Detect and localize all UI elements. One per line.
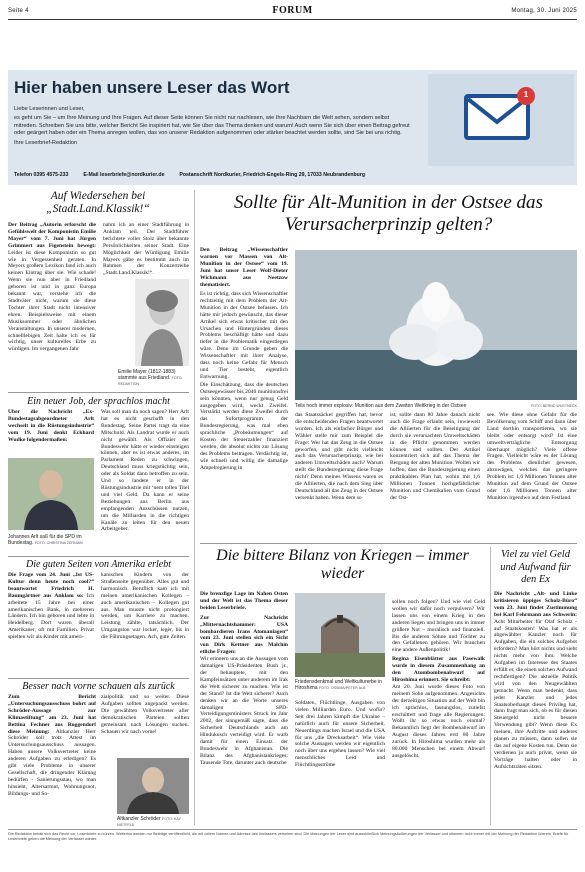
art2-body: Was soll man da noch sagen? Herr Arlt hat es nicht geschafft in den Bundestag. Seine Partei tragt da eine Mitschuld. Als Landrat wurde er auch nicht gewählt. Als Offizier der Bundeswehr hätte er wieder einsteigen können, aber es ist etwas anderes, im Parlament Reden zu schwingen, Deutschland muss kriegstüchtig sein, oder als Soldat dann betroffen zu sein. Und so landete er in der Rüstungsindustrie mit ‘nem tollen Titel und viel Geld. Da kann er seine Beziehungen aus Berlin aus empfangenden Ausschüssen nutzen, um die Milliarden in die richtigen Kanäle zu leiten für den neuen Arbeitgeber. [101,409,189,533]
art6-col2: Soldaten, Flüchtlinge, Ausgaben von vielen Milliarden Euro. Und wofür? Seit drei Jahren kämpft die Ukraine – natürlich auch für unsere Sicherheit. Neuerdings machen Israel und die USA für uns „die Drecksarbeit“. Wie viele solche Aussagen werden wir eigentlich noch über uns ergehen lassen? Wie viel menschliches Leid und Flüchtlingsströme [295,700,385,769]
art1-credit: FOTO: REDAKTION [118,376,183,386]
rule-1 [8,392,189,393]
portrait-emilie-mayer [135,279,189,366]
banner-text [14,106,410,147]
art7-body: Acht Mitarbeiter für Olaf Scholz - auf Staatskosten! Was hat er als abgewählter Kanzler noch für Aufgaben, die ein solches Aufgebot erfordern? Man hört nichts und sieht nichts mehr von ihm. Welche Aufgaben im Interesse des Staates erfüllt er, die einen solchen Aufwand rechtfertigen? Die aktuelle Politik wird von den Neugewählten gemacht. Wenn man bedenkt, dass jeder Kanzler und jedes Staatsoberhaupt dieses Privileg hat, dann fragt man sich, ob es für diesen Steuergeld nicht bessere Verwendung gibt? Wenn diese Ex meinen, ihre Auftritte und anderes planen zu müssen, dann sollen sie das auf eigene Kosten tun. Denn sie verdienen ja auch privat, wenn sie Vorträge halten oder in Aufsichtsräten sitzen. [494,618,577,770]
footer-disclaimer: Die Redaktion behält sich das Recht vor, Leserbriefe zu kürzen. Weiterhin werden nur Beiträge veröffentlicht, die mit vollem Namen und Adresse des Verfassers versehen sind. Die Meinungen der Leser sind ausschließlich Meinungsäußerungen der Verfasser und stimmen nicht immer mit der Meinung der Redaktion überein. Briefe für Leserbriefe geben die Meinung der Verfasser wieder. [8,832,569,841]
art3-col1 [8,572,94,675]
art5-col1a: Es ist richtig, dass sich Wissenschaftler rechtzeitig mit dem Problem der Alt-Munition in der Ostsee befassen. Ich hätte mir jedoch gewünscht, das dieser Artikel sich etwas kritischer mit den Ursachen und Hintergründen dieses Problems beschäftigt hätte und dazu tiefer in die Problematik eingestiegen wäre. Denn im Grunde geben die Wissenschaftler mit ihrer Analyse, dass noch keine Gefahr für Mensch und Tier besteht, eigentlich Entwarnung. [200,291,288,380]
art4-credit: FOTO: KAY NIETFELD [117,817,181,827]
art7-lead: Die Nachricht „Alt- und Linke kritisieren üppiges Scholz-Büro“ vom 23. Juni findet Zustimmung bei Karl Fehrmann aus Schwerin: [494,591,577,618]
portrait-johannes-arlt [8,458,94,530]
art2-credit: FOTO: CHRISTINA ZERNIAN [34,541,83,545]
art6-col1 [200,591,288,824]
art2-caption-text: Johannes Arlt saß für die SPD im Bundestag. [8,534,82,546]
page-title: FORUM [272,5,313,16]
art1-caption [118,369,190,387]
headline-alt-munition: Sollte für Alt-Munition in der Ostsee das Verursacherprinzip gelten? [234,192,543,235]
art6-body4: Am 20. Juni wurde dieses Foto von meinem Sohn aufgenommen. Angesichts der derzeitigen Situation auf der Welt bin ich sprachlos, fassungslos, zutiefst erschüttert und frage alle Regierungen: Wollt ihr so etwas noch einmal? Bekanntlich liegt der Bombenabwurf im August dieses Jahres erst 80 Jahre zurück. In Hiroshima wurden mehr als 80.000 Menschen bei einem Abwurf ausgelöscht. [392,683,485,759]
art5-col4: see. Wie diese ohne Gefahr für die Bevölkerung vom Schiff und dann über Land dorthin transportieren, wo sie bleibt oder entsorgt wird? Ist eine umweltverträgliche Entsorgung überhaupt möglich? Viele offene Fragen. Vielleicht wäre es der Lösung des Problems dienlicher gewesen, abzuwägen, welches das geringere Problem ist: 1,6 Millionen Tonnen alter Munition auf dem Grund der Ostsee oder 1,6 Millionen Tonnen alter Munition irgendwo auf dem Festland. [487,412,577,501]
art1-caption-text: Emilie Mayer (1812-1883) stammte aus Friedland. [118,369,176,381]
notification-badge-icon: 1 [523,90,529,99]
envelope-icon [428,74,574,166]
contact-email: E-Mail leserbriefe@nordkurier.de [83,172,165,178]
rule-2 [8,556,189,557]
envelope-graphic [428,74,574,166]
rule-3 [8,678,189,679]
portrait-schroeder [117,758,189,814]
art3-col2: kanischen Kindern von der Straßenseite gegenüber. Alles gut und harmonisch. Beruflich kam ich mit meinen amerikanischen Kollegen – auch amerikanischen – Kollegen gut aus. Man musste nicht prolongiert werden, um Karriere zu machen. Leistung zählte, tatsächlich. Der Umgangston war locker, legèr, bis in die Führungsetagen. Ach, gute Zeiten. [101,572,189,641]
art6-credit: FOTO: OSSIMA/PETER ALB [318,686,366,690]
contact-post: Postanschrift Nordkurier, Friedrich-Engels-Ring 29, 17033 Neubrandenburg [179,172,366,178]
footer-rule [8,829,577,830]
art6-body3: sollen noch folgen? Und wie viel Geld wollen wir dafür noch verpulvern? Wir lassen uns von einem Krieg in den anderen liegen und bringen uns in immer größere Not – moralisch und finanziell. Bis die anderen Söhne und Töchter zu den Gefallenen gehören. Wir brauchen eine andere Außenpolitik! [392,599,485,654]
photo-explosion [295,250,577,400]
reader-banner [8,70,577,185]
art5-caption [295,403,577,409]
art4-caption-text: Altkanzler Schröder [117,816,161,822]
art5-col3: ist, sollte dann 80 Jahre danach nicht auch die Frage erlaubt sein, inwieweit die Alliierten für die Beseitigung der durch sie verursachten Umweltschäden in die Pflicht genommen werden können und sollten. Der Artikel konzentriert sich auf das Thema der Bergung der alten Munition. Wollen wir hoffen, dass die Bundesregierung einen praktikablen Plan hat, wohin mit 1,6 Millionen Tonnen hochgefährlicher Munition und Chemikalien vom Grund der Ost- [390,412,480,501]
banner-greeting: Liebe Leserinnen und Leser, [14,106,85,112]
art6-sub1: Zur Nachricht „Mitternachtshammer: USA bombardieren Irans Atomanlagen“ vom 23. Juni stellen sich ein Sicht von Dirk Kettner aus Malchin etliche Fragen: [200,614,288,656]
art3-lead: Die Frage vom 24. Juni „Ist US-Kultur denn heute noch cool?“ beantwortet Friedrich H. Baumgärtner aus Anklam so: [8,572,94,599]
art6-lead: Die brenzlige Lage im Nahen Osten und der Welt ist das Thema dieser beiden Leserbriefe. [200,591,288,611]
headline-wiedersehen: Auf Wiedersehen bei „Stadt.Land.Klassik!“ [46,190,150,215]
art1-body1: Leider ist diese Komponistin so gut wie in Vergessenheit geraten. In Meyers großem Lexikon fand ich auch keinen Eintrag über sie. Wie schade! Wenn sie nun aber in Friedland geboren ist und in ganz Europa bekannt war, verstehe ich die Stadtväter nicht, warum sie diese Tochter ihrer Stadt nicht intensiver ehren. Beispielsweise mit einem Musiksommer oder ähnlichen Veranstaltungen. In unserer modernen, schnelllebigen Zeit halte ich es für wichtig, unser kulturelles Erbe zu würdigen. Im vergangenen Jahr [8,249,96,353]
headline-amerika: Die guten Seiten von Amerika erlebt [25,559,172,570]
art1-lead: Der Beitrag „Autorin erforscht die Gefühlswelt der Komponistin Emilie Mayer“ vom 7. Juni hat Jürgen Grimmert aus Figenstein bewegt: [8,222,96,249]
section-label: Seite 4 [8,8,29,14]
headline-bittere-bilanz: Die bittere Bilanz von Kriegen – immer wieder [216,547,469,582]
column-separator-2 [490,547,491,825]
art6-sub2: Regina Eisenblätter aus Pasewalk wurde in diesem Zusammenhang an den Atombombenabwurf auf Hiroshima erinnert. Sie schreibt: [392,656,485,683]
contact-phone: Telefon 0395 4575-233 [14,172,69,178]
art2-lead: Über die Nachricht „Ex-Bundestagsabgeordneter Arlt wechselt in die Rüstungsindustrie“ vom 19. Juni denkt Eckhard Wudke folgendermaßen: [8,409,94,443]
photo-hiroshima [295,593,385,677]
art2-caption [8,534,96,546]
art6-body1: Wir erinnern uns an die Aussagen vom damaligen US-Präsidenten Bush jr., der behauptete, mit den Kampfeinsätzen unter anderem im Irak die Welt sicherer zu machen. Wie ist der Stand? Ist die Welt sicherer? Auch denken wir an die Worte unseres damaligen SPD-Verteidigungsministers Struck im Jahr 2002, der sinngemäß sagte, dass die Sicherheit Deutschlands auch am Hindukusch verteidigt wird. Er warb damit für einen Einsatz der Bundeswehr in Afghanistan. Die Bilanz des Afghanistankrieges: Tausende Tote, darunter auch deutsche [200,656,288,766]
banner-intro: es geht um Sie – um Ihre Meinung und Ihre Fragen. Auf dieser Seite können Sie nicht nur nachlesen, wie Ihre Nachbarn die Welt sehen, sondern selbst mitreden. Schreiben Sie uns bitte, welcher Bericht Sie inspiriert hat, wie Sie über das Thema denken und warum! Auch wenn Sie sich über einen Beitrag gefreut oder geärgert haben oder ein Thema anregen wollen, das von unserer Redaktion aufgenommen oder stärker beachtet werden sollte, sind Sie bei uns richtig. [14,115,410,137]
art1-col2: nahm ich an einer Stadtführung in Anklam teil. Der Stadtführer berichtete voller Stolz über bekannte Persönlichkeiten seiner Stadt. Eine Möglichkeit der Würdigung Emilie Mayers gäbe es bestimmt auch im Rahmen der Konzertreihe „Stadt.Land.Klassik!“. [103,222,189,276]
headline-neuer-job: Ein neuer Job, der sprachlos macht [27,396,170,407]
issue-date: Montag, 30. Juni 2025 [511,8,577,14]
headline-nach-vorne: Besser nach vorne schauen als zurück [22,681,175,692]
art5-credit: FOTO: BERND WÜSTNECK [530,404,577,408]
art5-col1 [200,291,288,539]
art3-body1: Ich arbeitete 15 Jahre bei einer amerikanischen Bank, in mehreren Ländern. Ich bin geboren und lebte in Heidelberg. Dort waren überall Amerikaner, oft mit Familien. Privat spielten wir als Kinder mit ameri- [8,592,94,641]
column-separator [194,190,195,825]
art6-caption-text: Friedensdenkmal und Weltkulturerbe in Hiroshima [295,679,382,691]
art7-body-block [494,591,577,824]
art4-col1 [8,694,96,824]
banner-signature: Ihre Leserbrief-Redaktion [14,139,78,146]
art4-lead: Zum Bericht „Untersuchungsausschuss bohrt auf Schröder-Aussage zur Klimastiftung“ am 23. Juni hat Bettina Fechner aus Roggendorf diese Meinung: [8,694,96,735]
art4-body1: Altkanzler Herr Schröder soll trotz Attest im Untersuchungsausschuss aussagen. Haben unsere Volksvertreter keine anderen Aufgaben zu erledigen? Es gibt viele Probleme in unserer Gesellschaft, die dringender Klärung bedürfen - Sanierungsstau, wo man hinsieht, Altersarmut, Wohnungsnot, Bildungs- und So- [8,728,96,797]
art5-col2: das Staatssäckel gegriffen hat, bevor die entscheidenden Fragen beantwortet wurden. Ich als einfacher Bürger und Wähler stelle mir zum Beispiel die Frage: Wer hat das Zeug in die Ostsee geworfen, und gibt nicht vielleicht auch das Verursacherprinzip, wie bei anderen Umweltschäden auch? Warum stellt die Bundesregierung diese Frage nicht? Denn meines Wissens waren es die Alliierten, die nach dem Sieg über Deutschland all das Zeug in der Ostsee versenkt haben. Wenn dem so [295,412,383,501]
art6-caption [295,679,385,691]
art5-lead: Den Beitrag „Wissenschaftler warnen vor Massen von Alt-Munition in der Ostsee“ vom 19. Juni hat unser Leser Wolf-Dieter Wichmann aus Neetzow thematisiert. [200,247,288,288]
art6-col3 [392,599,485,824]
rule-4 [200,543,577,544]
header-rule [8,19,577,20]
art5-caption-text: Teils noch immer explosiv: Munition aus dem Zweiten Weltkrieg in der Ostsee [295,403,467,409]
headline-ex-kanzler: Viel zu viel Geld und Aufwand für den Ex [500,549,571,585]
art4-col2: zialpolitik und so weiter. Diese Aufgaben sollten angepackt werden. Die gewählten Volksvertreter aller demokratischen Parteien sollten gemeinsam nach Lösungen suchen. Schauen wir nach vorne! [101,694,189,735]
banner-title: Hier haben unsere Leser das Wort [14,78,290,97]
banner-contact [14,172,574,178]
art4-caption [117,816,189,828]
art5-col1b: Die Einschätzung, dass die deutschen Ostseegewässer bis 2040 munitionsfrei sein könnten, wenn nur genug Geld ausgegeben wird, weckt Zweifel. Verstärkt werden diese Zweifel durch das Sofortprogramm der Bundesregierung, was mal eben sprachliche „Probeäumungen“ auf Kosten der Steuerzahler finanziert werden, die absolut nichts zur Lösung des Problems beitragen. Verdächtig ist, wie schnell und willig die damalige Ampelregierung in [200,381,288,471]
